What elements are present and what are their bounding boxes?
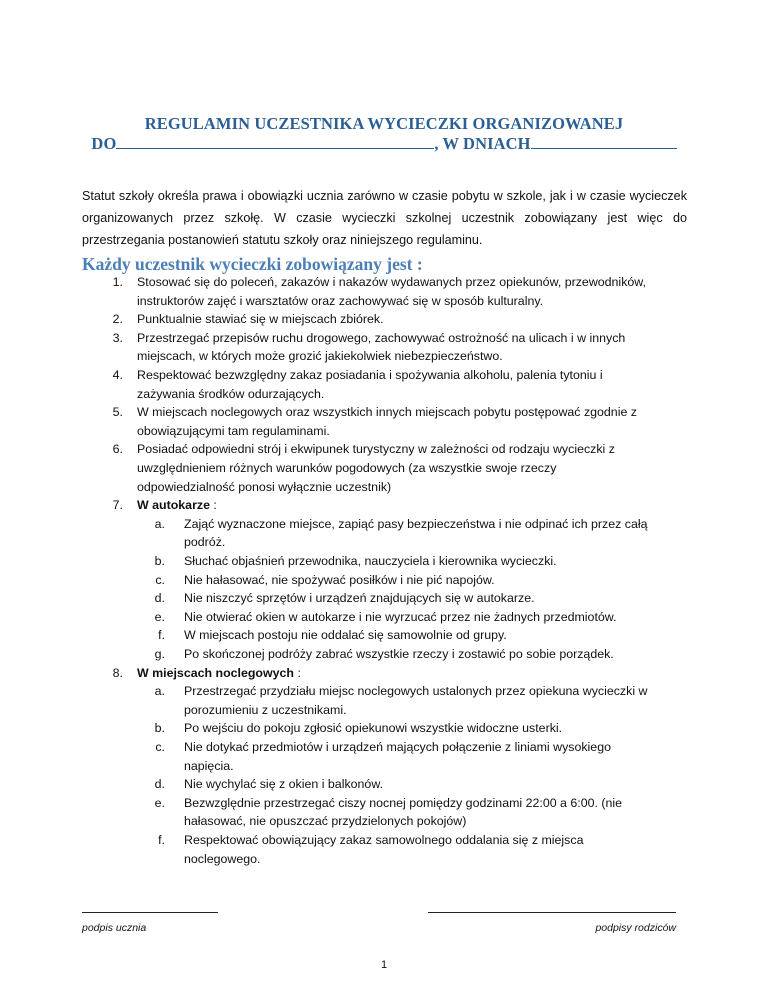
sub-item-marker: d. — [154, 591, 165, 606]
parents-signature-label: podpisy rodziców — [595, 922, 676, 934]
sub-item-marker: b. — [154, 554, 165, 568]
title-do: DO — [91, 134, 117, 153]
list-item-text: Przestrzegać przepisów ruchu drogowego, zachowywać ostrożność na ulicach i w innych — [137, 330, 626, 345]
list-item-text: Stosować się do poleceń, zakazów i nakazów wydawanych przez opiekunów, przewodników, — [137, 275, 646, 289]
sub-item-text: napięcia. — [184, 758, 234, 773]
title-w-dniach: , W DNIACH — [434, 134, 531, 153]
sub-item-text: Nie niszczyć sprzętów i urządzeń znajdujących się w autokarze. — [184, 591, 535, 606]
sub-item-marker: g. — [154, 647, 165, 661]
sub-item-text: Nie dotykać przedmiotów i urządzeń mających połączenie z liniami wysokiego — [184, 740, 611, 754]
sub-item-marker: c. — [155, 572, 165, 587]
sub-item-marker: f. — [158, 833, 165, 847]
sub-item-text: Nie otwierać okien w autokarze i nie wyrzucać przez nie żadnych przedmiotów. — [184, 609, 617, 624]
sub-item-text: noclegowego. — [184, 851, 261, 866]
student-signature-line — [82, 912, 218, 913]
list-item-heading — [137, 666, 301, 680]
sub-item-text: Po wejściu do pokoju zgłosić opiekunowi wszystkie widoczne usterki. — [184, 721, 563, 736]
dates-blank — [531, 134, 677, 149]
list-item-heading — [137, 498, 217, 512]
list-item-text: Punktualnie stawiać się w miejscach zbiórek. — [137, 312, 384, 327]
sub-item-text: Słuchać objaśnień przewodnika, nauczyciela i kierownika wycieczki. — [184, 554, 557, 568]
sub-item-marker: b. — [154, 721, 165, 736]
sub-item-marker: f. — [158, 628, 165, 643]
sub-item-marker: a. — [154, 684, 165, 699]
list-item-text: Posiadać odpowiedni strój i ekwipunek turystyczny w zależności od rodzaju wycieczki z — [137, 442, 615, 457]
list-item-number: 3. — [112, 330, 123, 345]
document-title-line2 — [60, 134, 708, 154]
list-item-number: 6. — [112, 442, 123, 457]
list-item-text: instruktorów zajęć i warsztatów oraz zachowywać się w sposób kulturalny. — [137, 293, 544, 308]
sub-item-text: Bezwzględnie przestrzegać ciszy nocnej pomiędzy godzinami 22:00 a 6:00. (nie — [184, 795, 623, 810]
list-item-text: uwzględnieniem różnych warunków pogodowych (za wszystkie swoje rzeczy — [137, 461, 557, 475]
page-number: 1 — [380, 959, 388, 971]
sub-item-text: podróż. — [184, 535, 226, 550]
sub-item-marker: c. — [155, 740, 165, 754]
list-item-heading-rest: : — [294, 665, 301, 680]
sub-item-text: hałasować, nie opuszczać przydzielonych pokojów) — [184, 814, 467, 829]
intro-paragraph: Statut szkoły określa prawa i obowiązki ucznia zarówno w czasie pobytu w szkole, jak i w czasie wycieczek organizowanych przez szkołę. W czasie wycieczki szkolnej uczestnik zobowiązany jest więc do przestrzegania postanowień statutu szkoły oraz niniejszego regulaminu. — [82, 189, 687, 247]
section-heading: Każdy uczestnik wycieczki zobowiązany jest : — [82, 254, 423, 274]
list-item-text: odpowiedzialność ponosi wyłącznie uczestnik) — [137, 479, 392, 494]
sub-item-marker: e. — [154, 795, 165, 810]
parents-signature-line — [428, 912, 676, 913]
list-item-text: miejscach, w których może grozić jakiekolwiek niebezpieczeństwo. — [137, 349, 503, 364]
sub-item-text: Nie wychylać się z okien i balkonów. — [184, 777, 384, 792]
list-item-heading-rest: : — [209, 498, 217, 513]
sub-item-text: W miejscach postoju nie oddalać się samowolnie od grupy. — [184, 628, 507, 643]
list-item-heading-bold: W autokarze — [137, 498, 210, 513]
list-item-number: 2. — [112, 312, 123, 327]
list-item-heading-bold: W miejscach noclegowych — [137, 665, 294, 680]
destination-blank — [116, 134, 434, 149]
sub-item-marker: a. — [154, 516, 165, 531]
list-item-text: obowiązującymi tam regulaminami. — [137, 423, 330, 438]
sub-item-text: Nie hałasować, nie spożywać posiłków i nie pić napojów. — [184, 572, 495, 587]
list-item-number: 4. — [112, 368, 123, 382]
sub-item-marker: d. — [154, 777, 165, 792]
list-item-number: 5. — [112, 405, 123, 420]
sub-item-text: Zająć wyznaczone miejsce, zapiąć pasy bezpieczeństwa i nie odpinać ich przez całą — [184, 516, 648, 531]
sub-item-text: Respektować obowiązujący zakaz samowolnego oddalania się z miejsca — [184, 833, 584, 847]
list-item-text: zażywania środków odurzających. — [137, 386, 325, 401]
document-title: REGULAMIN UCZESTNIKA WYCIECZKI ORGANIZOWANEJ — [144, 114, 624, 133]
list-item-text: Respektować bezwzględny zakaz posiadania i spożywania alkoholu, palenia tytoniu i — [137, 368, 603, 382]
list-item-number: 8. — [112, 665, 123, 680]
list-item-number: 1. — [112, 275, 123, 289]
list-item-text: W miejscach noclegowych oraz wszystkich innych miejscach pobytu postępować zgodnie z — [137, 405, 637, 420]
sub-item-marker: e. — [154, 609, 165, 624]
sub-item-text: Po skończonej podróży zabrać wszystkie rzeczy i zostawić po sobie porządek. — [184, 647, 614, 661]
list-item-number: 7. — [112, 498, 123, 513]
sub-item-text: Przestrzegać przydziału miejsc noclegowych ustalonych przez opiekuna wycieczki w — [184, 684, 648, 699]
student-signature-label: podpis ucznia — [82, 922, 147, 934]
sub-item-text: porozumieniu z uczestnikami. — [184, 702, 347, 717]
